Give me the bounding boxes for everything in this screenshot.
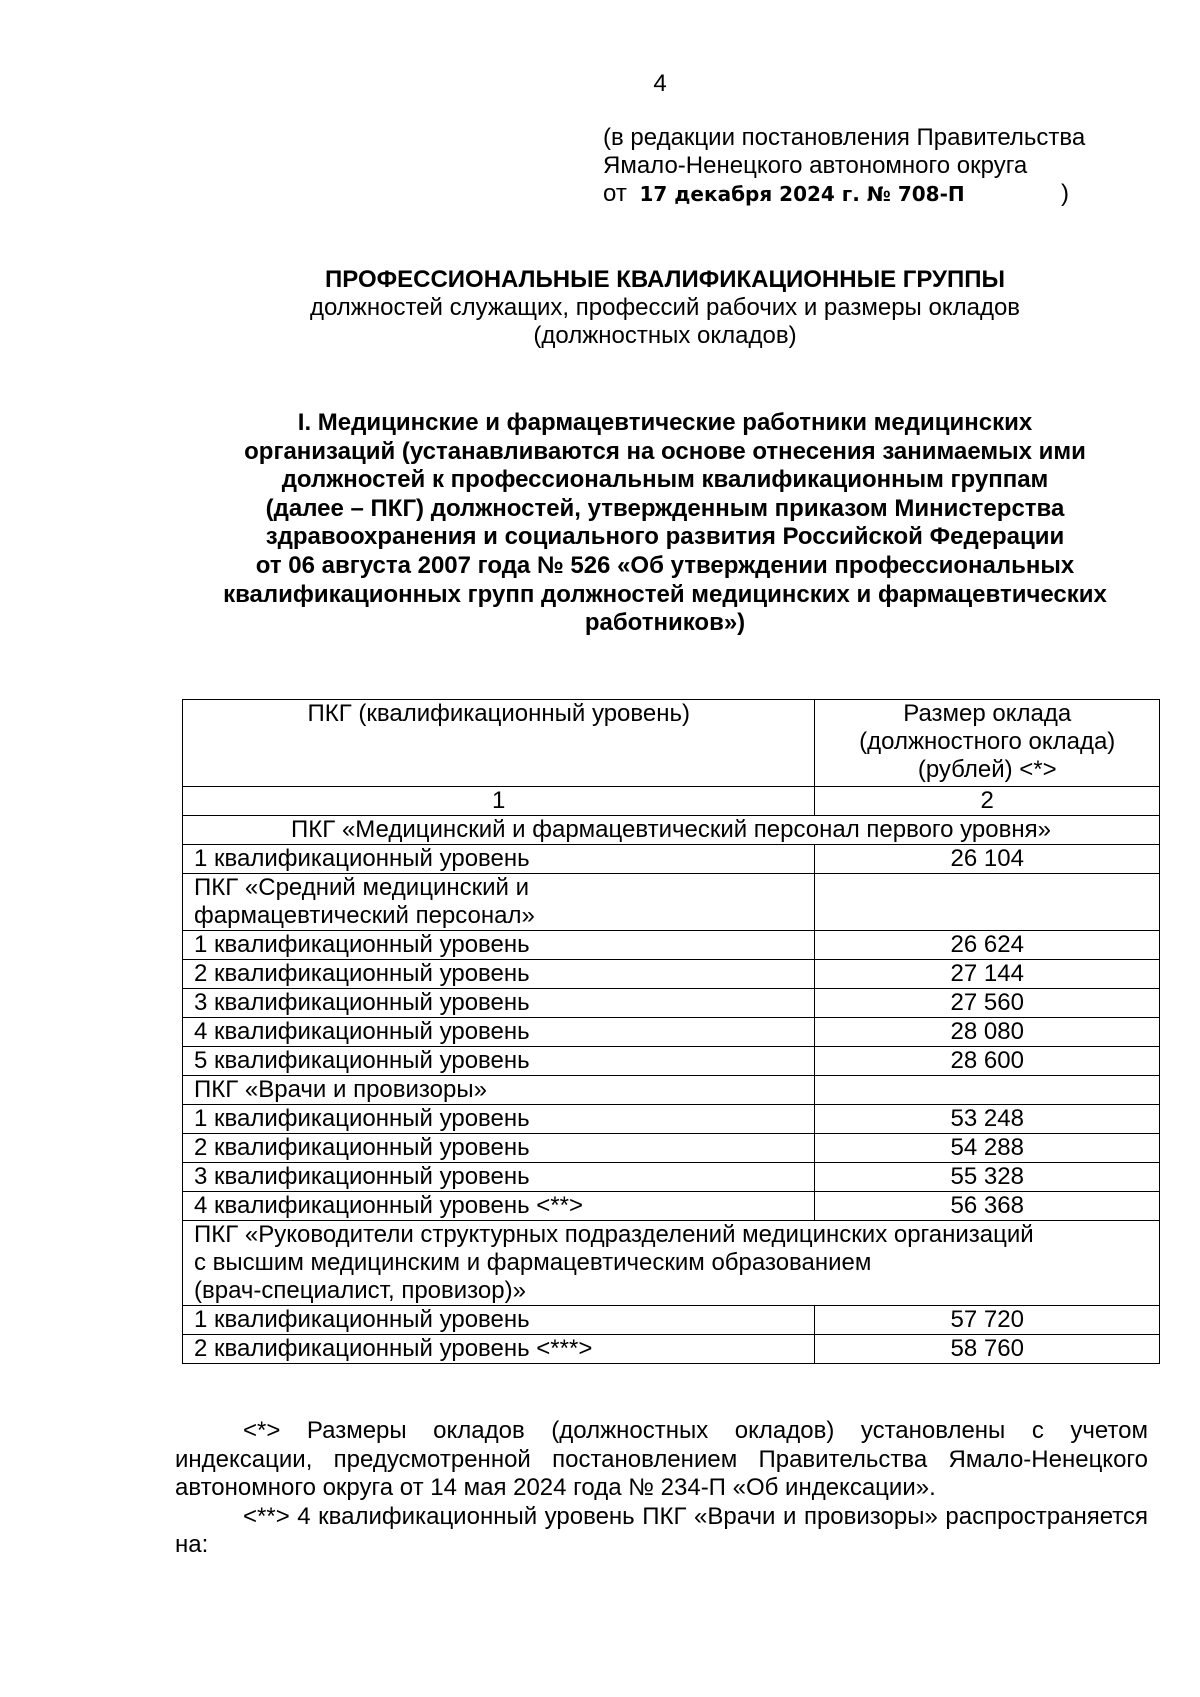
group-title-3: ПКГ «Врачи и провизоры»: [183, 1076, 815, 1105]
section-line-1: I. Медицинские и фармацевтические работники медицинских: [297, 409, 1033, 436]
edition-prefix: от: [603, 180, 627, 207]
edition-date: 17 декабря 2024 г. № 708-П: [639, 182, 965, 206]
level-cell: 2 квалификационный уровень <***>: [183, 1335, 815, 1364]
section-line-3: должностей к профессиональным квалификационным группам: [281, 466, 1049, 494]
table-row: [183, 1018, 1160, 1047]
table-row: [183, 1335, 1160, 1364]
group-title-4-line-1: ПКГ «Руководители структурных подразделений медицинских организаций: [194, 1221, 1034, 1248]
section-line-5: здравоохранения и социального развития Российской Федерации: [265, 523, 1065, 551]
salary-table: [182, 699, 1160, 1364]
salary-cell: 28 080: [815, 1018, 1160, 1047]
header-salary-line-3: (рублей) <*>: [917, 756, 1057, 783]
edition-note: [603, 124, 1163, 208]
salary-cell: 27 560: [815, 989, 1160, 1018]
salary-cell: 27 144: [815, 960, 1160, 989]
footnote-2: <**> 4 квалификационный уровень ПКГ «Врачи и провизоры» распространяется на:: [175, 1502, 1148, 1558]
salary-cell-empty: [815, 1076, 1160, 1105]
table-row: [183, 1163, 1160, 1192]
table-row: [183, 989, 1160, 1018]
header-col-salary: [815, 700, 1160, 787]
group-title-2-line-2: фармацевтический персонал»: [194, 902, 535, 929]
group-row: [183, 1076, 1160, 1105]
group-row: [183, 874, 1160, 931]
section-line-2: организаций (устанавливаются на основе отнесения занимаемых ими: [244, 437, 1086, 465]
document-title: [175, 266, 1155, 350]
page-number: 4: [653, 70, 667, 97]
group-title-4-line-2: с высшим медицинским и фармацевтическим образованием: [194, 1249, 872, 1276]
footnote-1: <*> Размеры окладов (должностных окладов) установлены с учетом индексации, предусмотренной постановлением Правительства Ямало-Ненецкого автономного округа от 14 мая 2024 года № 234-П «Об индексации».: [175, 1417, 1148, 1501]
level-cell: 1 квалификационный уровень: [183, 845, 815, 874]
group-title-1: ПКГ «Медицинский и фармацевтический персонал первого уровня»: [183, 816, 1160, 845]
section-line-7: квалификационных групп должностей медицинских и фармацевтических: [223, 580, 1107, 608]
salary-cell: 56 368: [815, 1192, 1160, 1221]
group-title-4: [183, 1221, 1160, 1306]
level-cell: 1 квалификационный уровень: [183, 931, 815, 960]
salary-cell: 26 104: [815, 845, 1160, 874]
table-row: [183, 1134, 1160, 1163]
header-col-level: ПКГ (квалификационный уровень): [183, 700, 815, 787]
group-title-2: [183, 874, 815, 931]
edition-line-1: (в редакции постановления Правительства: [603, 124, 1086, 151]
group-title-2-line-1: ПКГ «Средний медицинский и: [194, 874, 530, 901]
salary-cell: 58 760: [815, 1335, 1160, 1364]
section-line-4: (далее – ПКГ) должностей, утвержденным приказом Министерства: [265, 494, 1065, 522]
header-salary-line-2: (должностного оклада): [859, 728, 1116, 755]
group-row: [183, 816, 1160, 845]
edition-close-paren: ): [1061, 180, 1069, 207]
edition-date-row: [603, 180, 1163, 208]
table-row: [183, 931, 1160, 960]
table-row: [183, 1047, 1160, 1076]
salary-cell: 54 288: [815, 1134, 1160, 1163]
salary-cell: 57 720: [815, 1306, 1160, 1335]
title-line-3: (должностных окладов): [533, 322, 797, 349]
level-cell: 2 квалификационный уровень: [183, 1134, 815, 1163]
title-line-2: должностей служащих, профессий рабочих и размеры окладов: [309, 294, 1021, 321]
title-main: ПРОФЕССИОНАЛЬНЫЕ КВАЛИФИКАЦИОННЫЕ ГРУППЫ: [325, 266, 1005, 293]
section-heading: [170, 409, 1160, 638]
level-cell: 5 квалификационный уровень: [183, 1047, 815, 1076]
table-row: [183, 1306, 1160, 1335]
table-row: [183, 845, 1160, 874]
header-salary-line-1: Размер оклада: [903, 700, 1072, 727]
group-title-4-line-3: (врач-специалист, провизор)»: [194, 1277, 526, 1304]
level-cell: 1 квалификационный уровень: [183, 1105, 815, 1134]
table-row: [183, 1105, 1160, 1134]
footnotes: [175, 1417, 1148, 1560]
level-cell: 2 квалификационный уровень: [183, 960, 815, 989]
table-row: [183, 960, 1160, 989]
level-cell: 4 квалификационный уровень: [183, 1018, 815, 1047]
salary-cell: 55 328: [815, 1163, 1160, 1192]
numbering-col-2: 2: [815, 787, 1160, 816]
salary-cell: 28 600: [815, 1047, 1160, 1076]
salary-cell-empty: [815, 874, 1160, 931]
level-cell: 4 квалификационный уровень <**>: [183, 1192, 815, 1221]
group-row: [183, 1221, 1160, 1306]
section-line-6: от 06 августа 2007 года № 526 «Об утверждении профессиональных: [255, 551, 1075, 579]
numbering-col-1: 1: [183, 787, 815, 816]
edition-line-2: Ямало-Ненецкого автономного округа: [603, 152, 1028, 179]
numbering-row: [183, 787, 1160, 816]
salary-cell: 53 248: [815, 1105, 1160, 1134]
level-cell: 3 квалификационный уровень: [183, 989, 815, 1018]
level-cell: 1 квалификационный уровень: [183, 1306, 815, 1335]
table-row: [183, 1192, 1160, 1221]
table-header-row: [183, 700, 1160, 787]
salary-cell: 26 624: [815, 931, 1160, 960]
level-cell: 3 квалификационный уровень: [183, 1163, 815, 1192]
section-line-8: работников»): [584, 609, 746, 637]
